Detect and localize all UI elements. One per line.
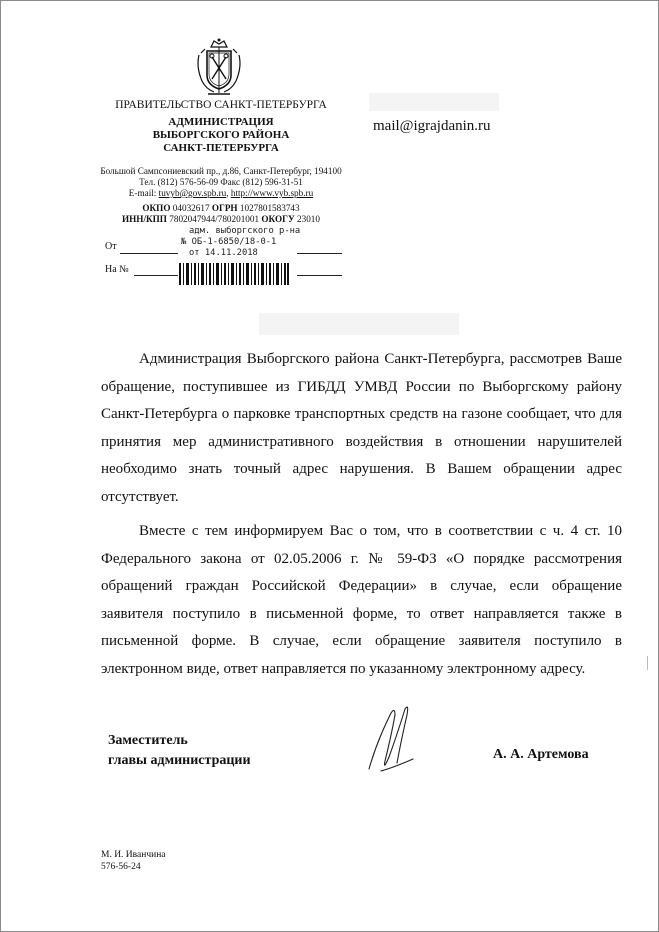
coat-of-arms-emblem	[194, 37, 244, 97]
admin-line: ВЫБОРГСКОГО РАЙОНА	[152, 129, 290, 141]
okogu-label: ОКОГУ	[261, 214, 295, 224]
admin-email-link[interactable]: tuvyb@gov.spb.ru	[158, 188, 227, 198]
okpo-value: 04032617	[170, 203, 212, 213]
email-line	[96, 188, 346, 199]
okogu-value: 23010	[294, 214, 320, 224]
number-label: На №	[105, 264, 129, 275]
ref-date-line	[134, 275, 178, 276]
signatory-title-line: главы администрации	[108, 753, 251, 768]
address-line: Большой Сампсониевский пр., д.86, Санкт-Петербург, 194100	[100, 166, 342, 176]
recipient-email: mail@igrajdanin.ru	[373, 118, 491, 134]
inn-value: 7802047944/780201001	[166, 214, 262, 224]
executor-phone: 576-56-24	[101, 862, 141, 872]
redacted-area	[369, 93, 499, 111]
redacted-area	[259, 313, 459, 335]
admin-line: АДМИНИСТРАЦИЯ	[168, 116, 274, 128]
signatory-name: А. А. Артемова	[493, 747, 589, 762]
scan-mark	[647, 656, 648, 670]
ogrn-value: 1027801583743	[237, 203, 300, 213]
okpo-label: ОКПО	[142, 203, 171, 213]
barcode-icon	[179, 263, 289, 285]
letter-body	[101, 346, 622, 683]
registration-codes	[96, 203, 346, 225]
from-number-line	[297, 253, 342, 254]
ogrn-label: ОГРН	[211, 203, 238, 213]
ref-number-line	[297, 275, 342, 276]
stamp-line-3: от 14.11.2018	[189, 248, 258, 258]
from-date-line	[120, 253, 178, 254]
stamp-line-1: адм. выборгского р-на	[189, 226, 301, 236]
handwritten-signature	[351, 701, 431, 781]
administration-title	[121, 116, 321, 155]
address-block	[96, 166, 346, 199]
admin-website-link[interactable]: http://www.vyb.spb.ru	[230, 188, 314, 198]
signatory-title-line: Заместитель	[108, 733, 188, 748]
email-separator: ,	[226, 188, 231, 198]
body-paragraph: Вместе с тем информируем Вас о том, что в соответствии с ч. 4 ст. 10 Федерального закона от 02.05.2006 г. № 59-ФЗ «О порядке рассмотрения обращений граждан Российской Федерации» в случае, если обращение заявителя поступило в письменной форме, то ответ направляется также в письменной форме. В случае, если обращение заявителя поступило в электронном виде, ответ направляется по указанному электронному адресу.	[101, 523, 622, 677]
admin-line: САНКТ-ПЕТЕРБУРГА	[163, 142, 279, 154]
stamp-line-2: № ОБ-1-6850/18-0-1	[181, 237, 277, 247]
executor-name: М. И. Иванчина	[101, 850, 166, 860]
inn-label: ИНН/КПП	[122, 214, 167, 224]
email-label: E-mail:	[128, 188, 159, 198]
okpo-ogrn-line	[96, 203, 346, 214]
government-title: ПРАВИТЕЛЬСТВО САНКТ-ПЕТЕРБУРГА	[115, 99, 327, 111]
phone-fax-line: Тел. (812) 576-56-09 Факс (812) 596-31-51	[139, 177, 303, 187]
executor-info	[101, 849, 166, 873]
body-paragraph: Администрация Выборгского района Санкт-Петербурга, рассмотрев Ваше обращение, поступившее из ГИБДД УМВД России по Выборгскому району Санкт-Петербурга о парковке транспортных средств на газоне сообщает, что для принятия мер административного воздействия в отношении нарушителей необходимо знать точный адрес нарушения. В Вашем обращении адрес отсутствует.	[101, 351, 622, 505]
signatory-title	[108, 731, 251, 771]
from-label: От	[105, 241, 117, 252]
inn-okogu-line	[96, 214, 346, 225]
